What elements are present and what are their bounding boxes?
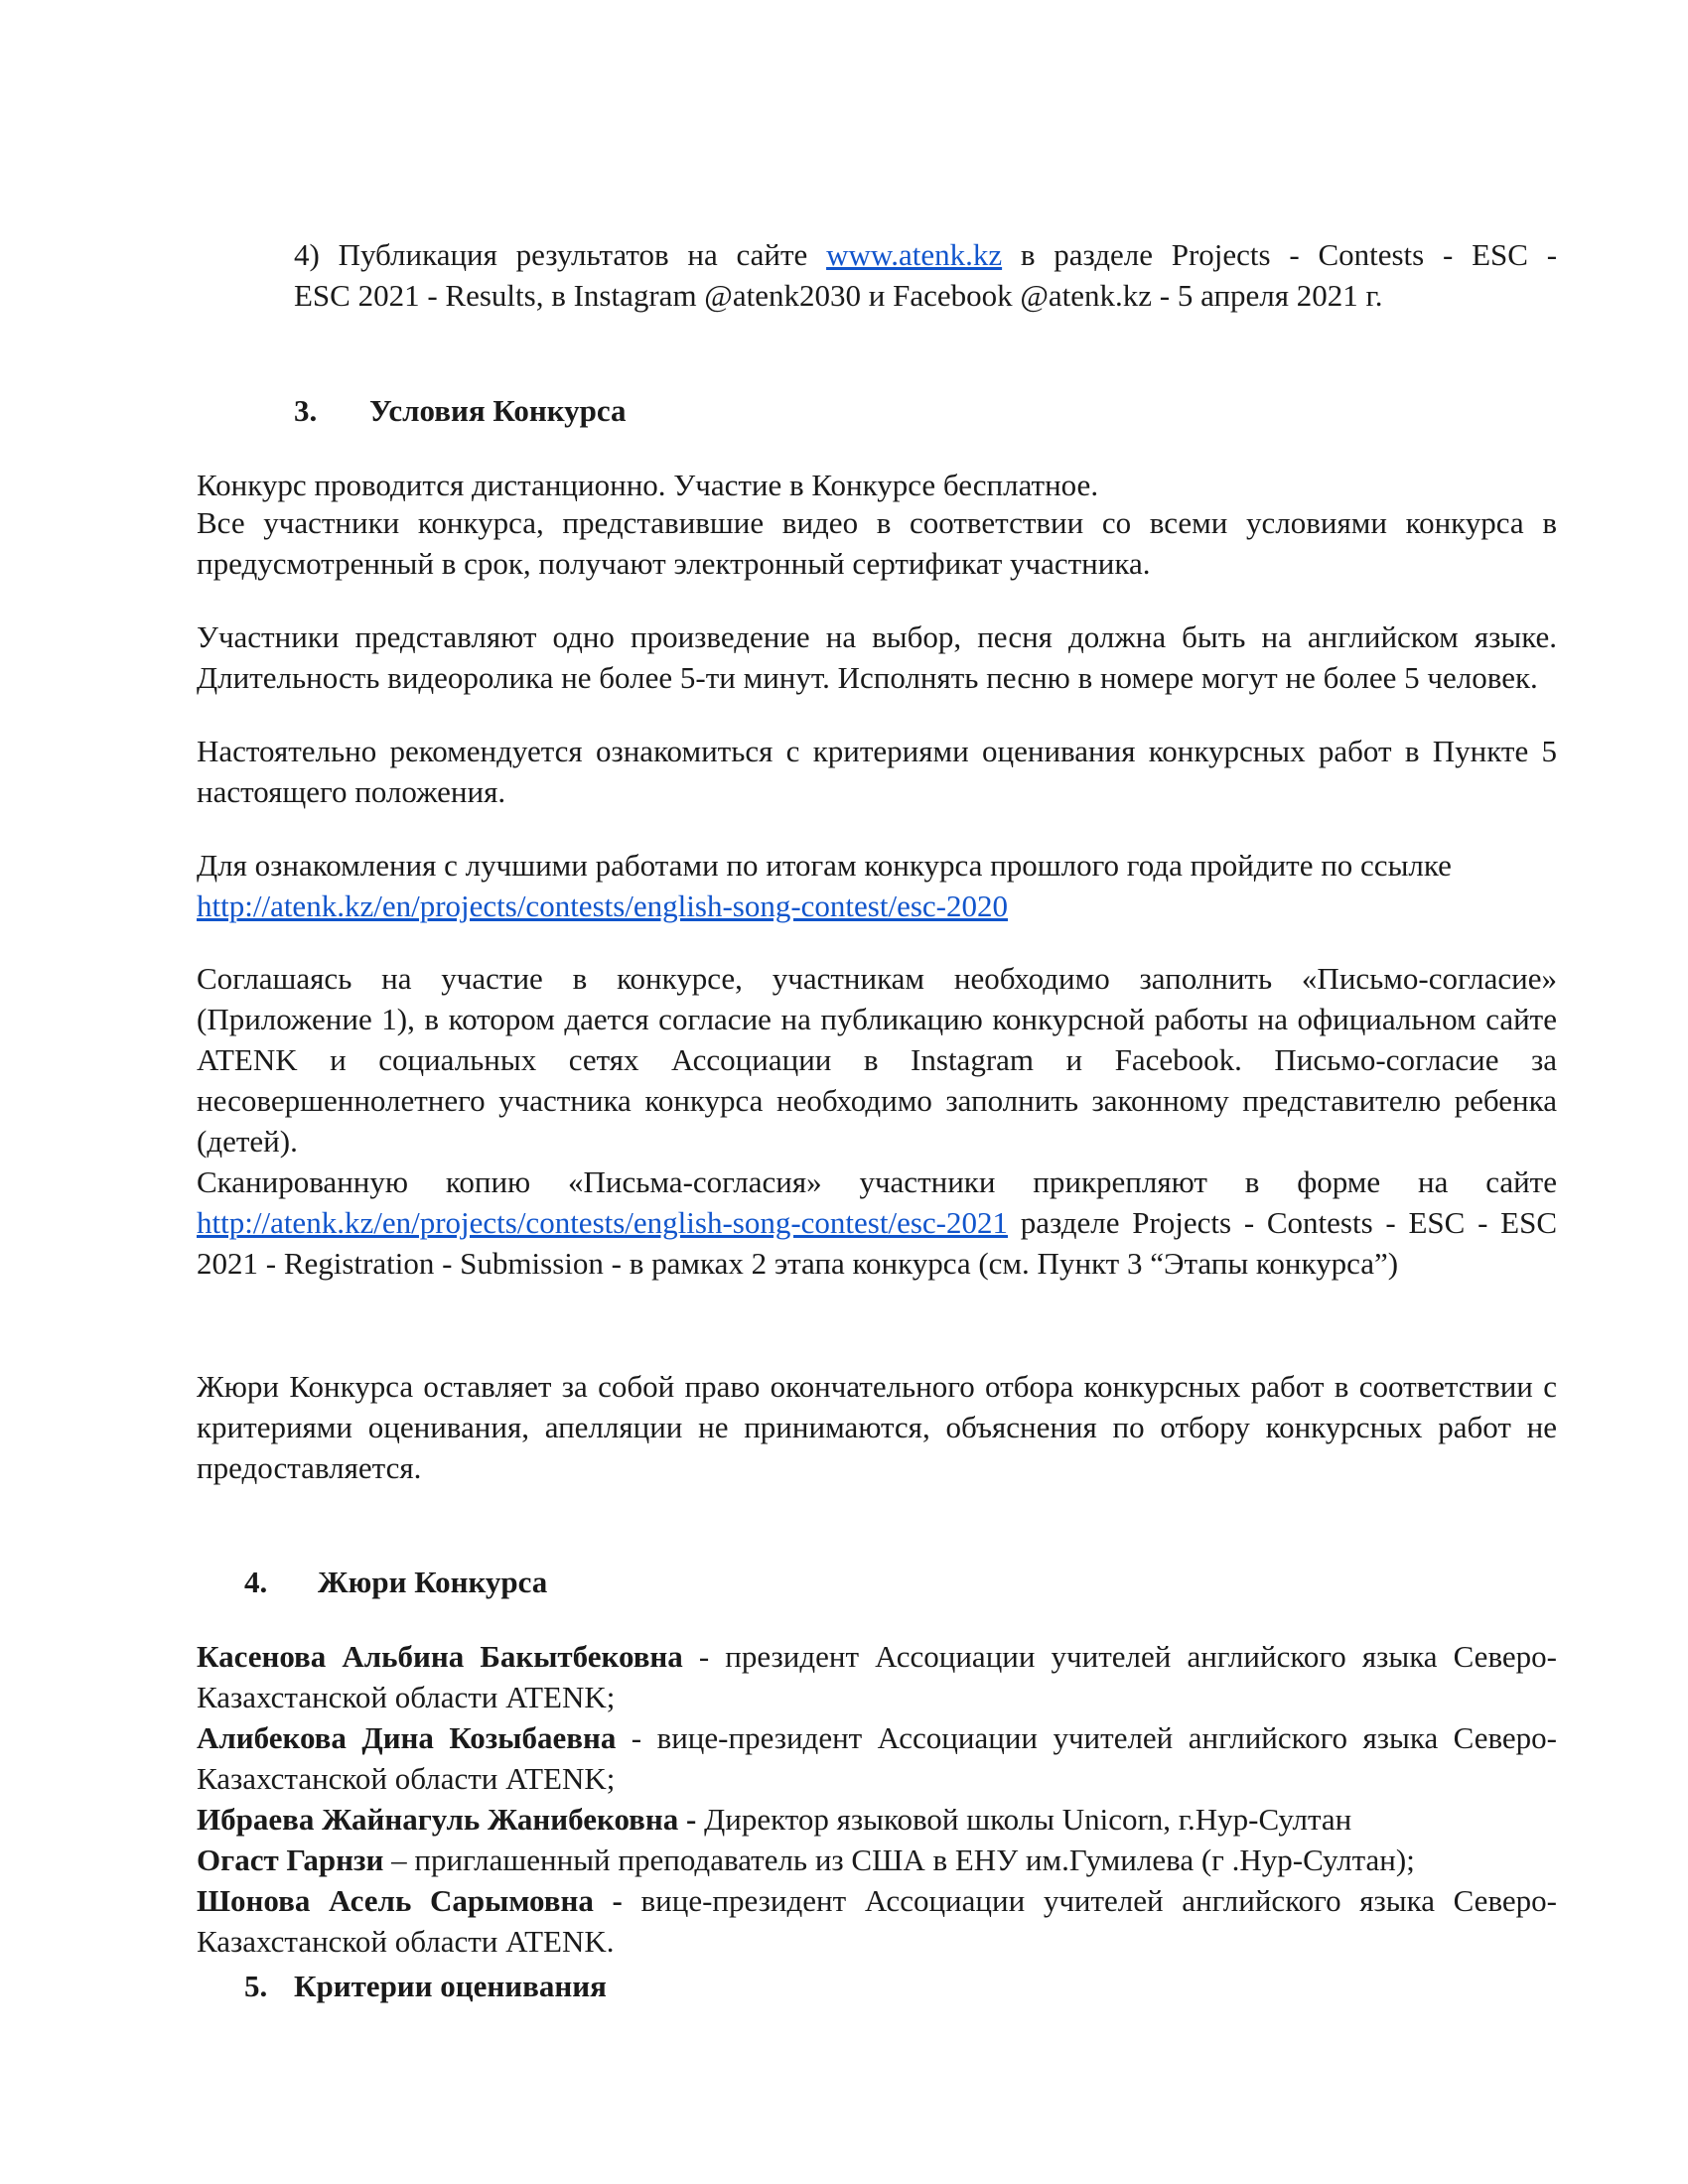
section5-heading (244, 1966, 607, 2006)
item4-paragraph (294, 234, 1557, 316)
jury-member-name: Огаст Гарнзи (197, 1843, 384, 1877)
jury-member-role: - президент Ассоциации учителей английского языка Северо-Казахстанской области ATENK; (197, 1639, 1557, 1714)
section5-number: 5. (244, 1969, 268, 2003)
section4-title: Жюри Конкурса (318, 1565, 548, 1599)
section3-p5-text: Для ознакомления с лучшими работами по итогам конкурса прошлого года пройдите по ссылке (197, 848, 1452, 883)
section3-p3: Участники представляют одно произведение на выбор, песня должна быть на английском языке. Длительность видеоролика не более 5-ти минут. Исполнять песню в номере могут не более 5 человек. (197, 619, 1557, 695)
jury-member (197, 1880, 1557, 1962)
item4-prefix: 4) Публикация результатов на сайте (294, 237, 827, 272)
jury-member-name: Алибекова Дина Козыбаевна (197, 1720, 617, 1755)
esc-2020-link[interactable]: http://atenk.kz/en/projects/contests/english-song-contest/esc-2020 (197, 888, 1009, 923)
jury-member (197, 1636, 1557, 1717)
jury-member-name: Шонова Асель Сарымовна - (197, 1883, 623, 1918)
section3-p6: Соглашаясь на участие в конкурсе, участникам необходимо заполнить «Письмо-согласие» (Приложение 1), в котором дается согласие на публикацию конкурсной работы на официальном сайте ATENK и социальных сетях Ассоциации в Instagram и Facebook. Письмо-согласие за несовершеннолетнего участника конкурса необходимо заполнить законному представителю ребенка (детей). (197, 961, 1557, 1159)
atenk-site-link[interactable]: www.atenk.kz (826, 237, 1003, 272)
section3-number: 3. (294, 393, 318, 428)
section4-number: 4. (244, 1565, 268, 1599)
section3-p7-text: Сканированную копию «Письма-согласия» участники прикрепляют в форме на сайте (197, 1164, 1557, 1199)
jury-member-role: – приглашенный преподаватель из США в ЕНУ им.Гумилева (г .Нур-Султан); (383, 1843, 1415, 1877)
section5-title: Критерии оценивания (294, 1969, 607, 2003)
jury-member (197, 1799, 1557, 1840)
jury-member (197, 1840, 1557, 1880)
jury-member-name: Касенова Альбина Бакытбековна (197, 1639, 683, 1674)
section3-heading (294, 390, 627, 431)
section3-p7 (197, 1161, 1557, 1284)
jury-member-role: вице-президент Ассоциации учителей английского языка Северо-Казахстанской области ATENK. (197, 1883, 1557, 1959)
section3-p7-rest: разделе Projects - Contests - ESC - ESC 2021 - Registration - Submission - в рамках 2 этапа конкурса (см. Пункт 3 “Этапы конкурса”) (197, 1205, 1557, 1281)
section3-p1: Конкурс проводится дистанционно. Участие в Конкурсе бесплатное. (197, 468, 1099, 502)
jury-member-role: Директор языковой школы Unicorn, г.Нур-Султан (696, 1802, 1352, 1837)
jury-member-role: - вице-президент Ассоциации учителей английского языка Северо-Казахстанской области ATENK; (197, 1720, 1558, 1796)
jury-member (197, 1717, 1557, 1799)
section4-heading (244, 1562, 547, 1602)
jury-list (197, 1636, 1557, 1962)
section3-p8: Жюри Конкурса оставляет за собой право окончательного отбора конкурсных работ в соответствии с критериями оценивания, апелляции не принимаются, объяснения по отбору конкурсных работ не предоставляется. (197, 1369, 1557, 1485)
item4-line1 (294, 234, 1557, 275)
section3-title: Условия Конкурса (369, 393, 627, 428)
item4-rest: в разделе Projects - Contests - ESC - (1002, 237, 1558, 272)
jury-member-name: Ибраева Жайнагуль Жанибековна - (197, 1802, 697, 1837)
item4-line2: ESC 2021 - Results, в Instagram @atenk2030 и Facebook @atenk.kz - 5 апреля 2021 г. (294, 278, 1383, 313)
section3-p4: Настоятельно рекомендуется ознакомиться с критериями оценивания конкурсных работ в Пункте 5 настоящего положения. (197, 734, 1557, 809)
section3-p5 (197, 845, 1557, 926)
section3-p2: Все участники конкурса, представившие видео в соответствии со всеми условиями конкурса в предусмотренный в срок, получают электронный сертификат участника. (197, 505, 1557, 581)
esc-2021-link[interactable]: http://atenk.kz/en/projects/contests/english-song-contest/esc-2021 (197, 1205, 1009, 1240)
